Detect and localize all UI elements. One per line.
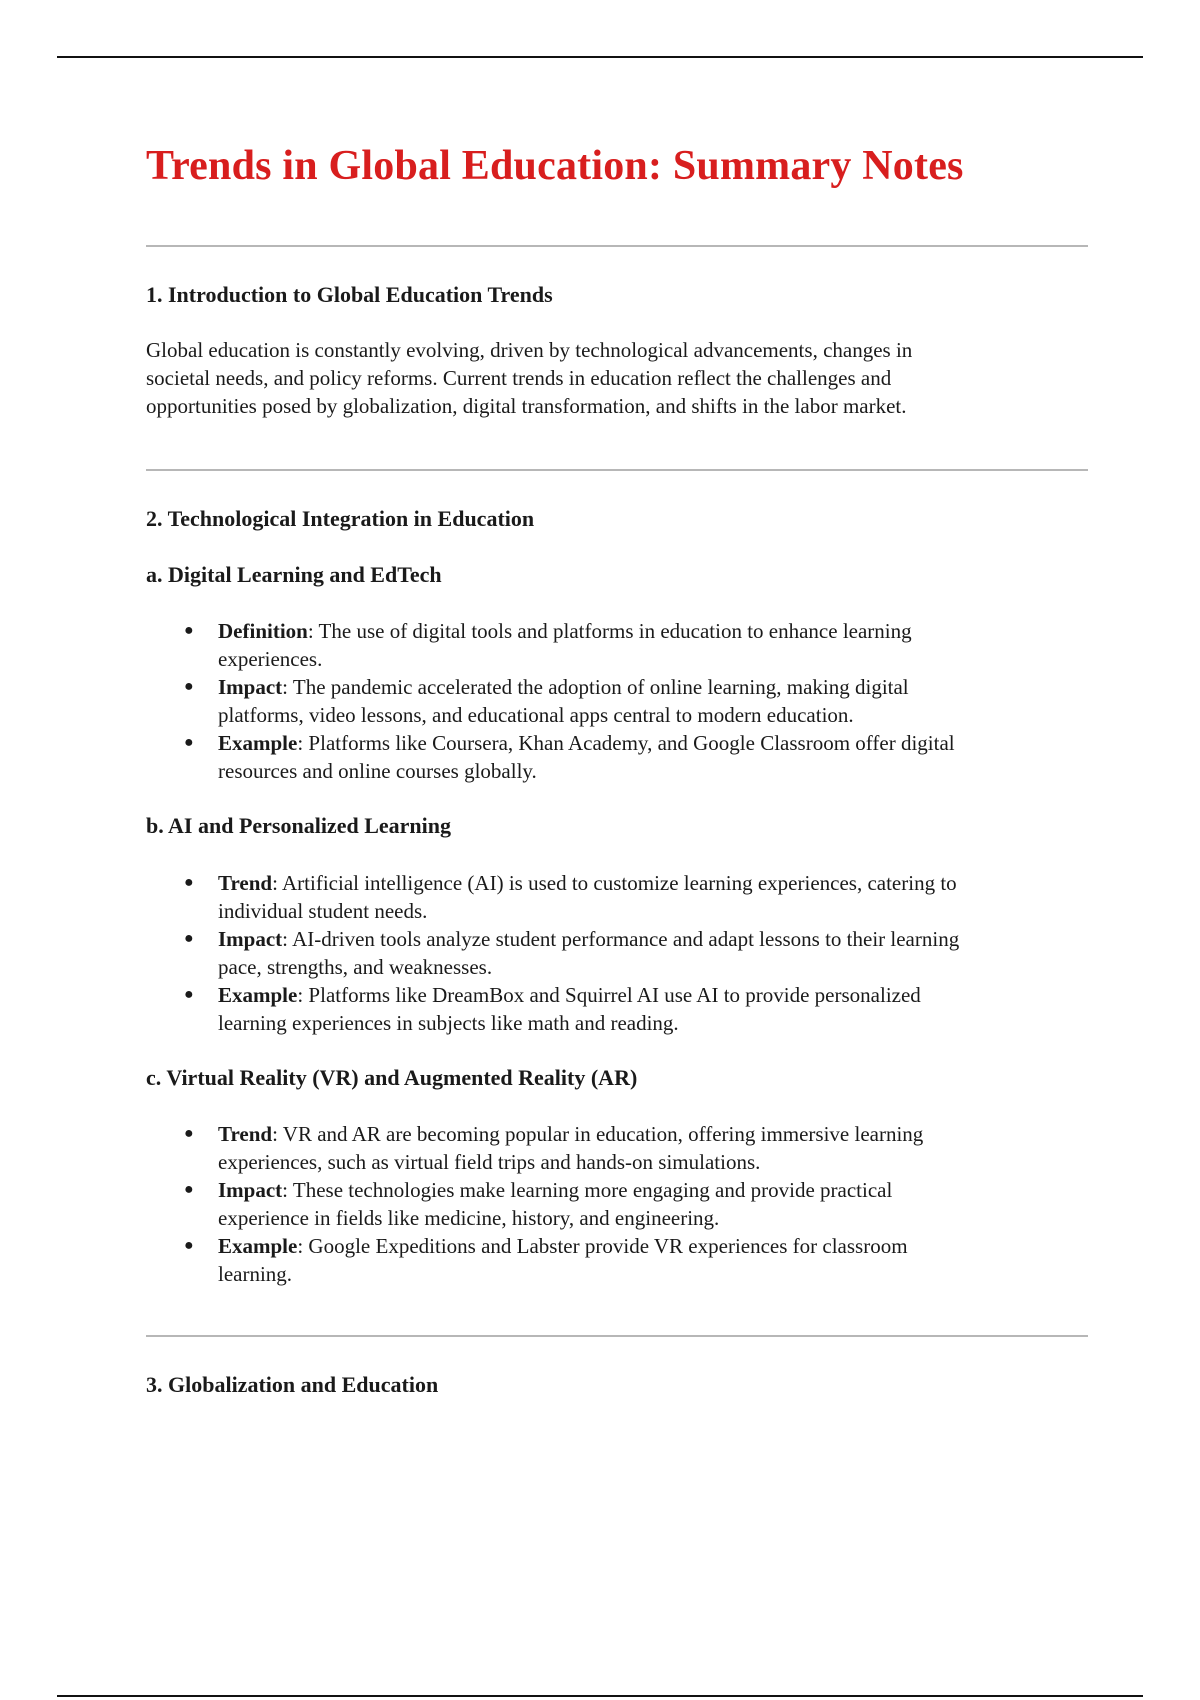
item-text: pace, strengths, and weaknesses. bbox=[218, 955, 493, 979]
paragraph-line: societal needs, and policy reforms. Current trends in education reflect the challenges and bbox=[146, 366, 892, 390]
item-label: Definition bbox=[218, 619, 308, 643]
section-heading-globalization: 3. Globalization and Education bbox=[146, 1372, 439, 1397]
item-text: : The pandemic accelerated the adoption of online learning, making digital bbox=[282, 675, 909, 699]
section-heading-technological-integration: 2. Technological Integration in Education bbox=[146, 506, 535, 531]
item-text: : These technologies make learning more engaging and provide practical bbox=[282, 1178, 893, 1202]
item-text: resources and online courses globally. bbox=[218, 759, 537, 783]
page-top-rule bbox=[57, 56, 1143, 58]
section-divider bbox=[146, 245, 1088, 247]
item-text: : Platforms like DreamBox and Squirrel AI use AI to provide personalized bbox=[297, 983, 921, 1007]
bullet-icon: ● bbox=[184, 986, 194, 1003]
introduction-paragraph bbox=[146, 336, 1088, 420]
bullet-icon: ● bbox=[184, 734, 194, 751]
item-label: Impact bbox=[218, 927, 283, 951]
item-text: : AI-driven tools analyze student performance and adapt lessons to their learning bbox=[282, 927, 960, 951]
item-text: individual student needs. bbox=[218, 899, 428, 923]
bullet-icon: ● bbox=[184, 678, 194, 695]
item-text: platforms, video lessons, and educational apps central to modern education. bbox=[218, 703, 854, 727]
bullet-icon: ● bbox=[184, 1125, 194, 1142]
list-item bbox=[146, 1232, 1088, 1288]
list-item bbox=[146, 1176, 1088, 1232]
item-text: learning experiences in subjects like math and reading. bbox=[218, 1011, 679, 1035]
page-bottom-rule bbox=[57, 1695, 1143, 1697]
digital-learning-list bbox=[146, 617, 1088, 785]
item-label: Example bbox=[218, 983, 298, 1007]
subsection-heading-ai-personalized-learning: b. AI and Personalized Learning bbox=[146, 813, 451, 838]
item-label: Impact bbox=[218, 675, 283, 699]
bullet-icon: ● bbox=[184, 622, 194, 639]
bullet-icon: ● bbox=[184, 930, 194, 947]
list-item bbox=[146, 981, 1088, 1037]
item-label: Example bbox=[218, 1234, 298, 1258]
item-text: experiences, such as virtual field trips and hands-on simulations. bbox=[218, 1150, 761, 1174]
item-text: learning. bbox=[218, 1262, 293, 1286]
item-text: experience in fields like medicine, history, and engineering. bbox=[218, 1206, 720, 1230]
bullet-icon: ● bbox=[184, 1181, 194, 1198]
item-label: Trend bbox=[218, 1122, 273, 1146]
section-heading-introduction: 1. Introduction to Global Education Trends bbox=[146, 282, 553, 307]
bullet-icon: ● bbox=[184, 874, 194, 891]
item-text: experiences. bbox=[218, 647, 323, 671]
list-item bbox=[146, 729, 1088, 785]
paragraph-line: opportunities posed by globalization, digital transformation, and shifts in the labor market. bbox=[146, 394, 907, 418]
item-text: : The use of digital tools and platforms in education to enhance learning bbox=[307, 619, 912, 643]
list-item bbox=[146, 673, 1088, 729]
item-label: Impact bbox=[218, 1178, 283, 1202]
item-label: Example bbox=[218, 731, 298, 755]
section-divider bbox=[146, 1335, 1088, 1337]
list-item bbox=[146, 617, 1088, 673]
ai-learning-list bbox=[146, 869, 1088, 1037]
paragraph-line: Global education is constantly evolving, driven by technological advancements, changes in bbox=[146, 338, 913, 362]
item-text: : VR and AR are becoming popular in education, offering immersive learning bbox=[272, 1122, 924, 1146]
item-label: Trend bbox=[218, 871, 273, 895]
bullet-icon: ● bbox=[184, 1237, 194, 1254]
item-text: : Google Expeditions and Labster provide VR experiences for classroom bbox=[297, 1234, 908, 1258]
list-item bbox=[146, 869, 1088, 925]
subsection-heading-vr-ar: c. Virtual Reality (VR) and Augmented Reality (AR) bbox=[146, 1065, 638, 1090]
item-text: : Artificial intelligence (AI) is used to customize learning experiences, catering to bbox=[272, 871, 957, 895]
item-text: : Platforms like Coursera, Khan Academy, and Google Classroom offer digital bbox=[297, 731, 955, 755]
section-divider bbox=[146, 469, 1088, 471]
vr-ar-list bbox=[146, 1120, 1088, 1288]
list-item bbox=[146, 1120, 1088, 1176]
subsection-heading-digital-learning: a. Digital Learning and EdTech bbox=[146, 562, 442, 587]
list-item bbox=[146, 925, 1088, 981]
document-title: Trends in Global Education: Summary Notes bbox=[146, 143, 964, 189]
